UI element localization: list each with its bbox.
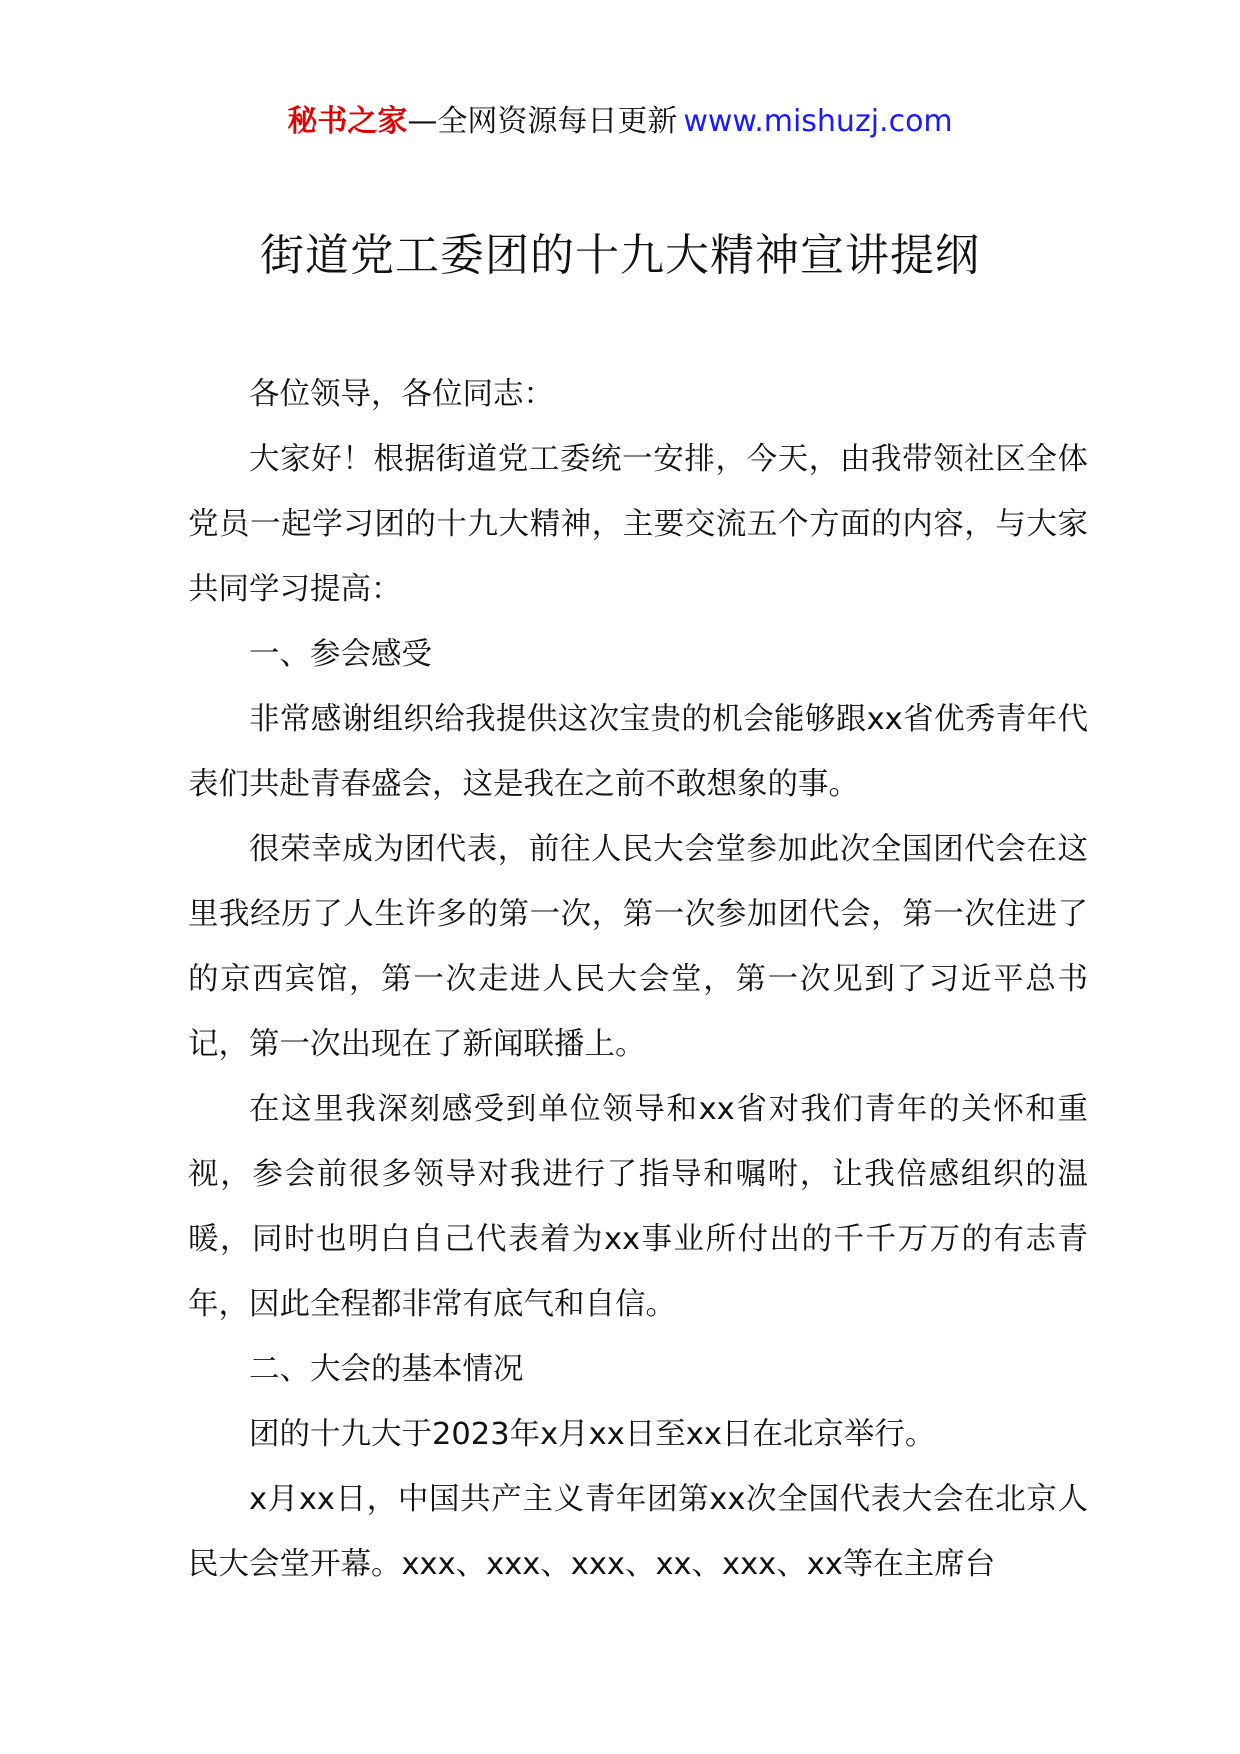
paragraph: x月xx日，中国共产主义青年团第xx次全国代表大会在北京人民大会堂开幕。xxx、xxx、xxx、xx、xxx、xx等在主席台 xyxy=(188,1482,1088,1582)
site-slogan: —全网资源每日更新 xyxy=(407,104,678,139)
paragraph: 团的十九大于2023年x月xx日至xx日在北京举行。 xyxy=(249,1417,936,1452)
site-url-link[interactable]: www.mishuzj.com xyxy=(683,104,953,139)
paragraph: 非常感谢组织给我提供这次宝贵的机会能够跟xx省优秀青年代表们共赴青春盛会，这是我在之前不敢想象的事。 xyxy=(188,702,1088,802)
paragraph-greeting: 各位领导，各位同志： xyxy=(249,377,554,412)
paragraph: 很荣幸成为团代表，前往人民大会堂参加此次全国团代会在这里我经历了人生许多的第一次，第一次参加团代会，第一次住进了的京西宾馆，第一次走进人民大会堂，第一次见到了习近平总书记，第一次出现在了新闻联播上。 xyxy=(188,832,1088,1062)
section-heading-2: 二、大会的基本情况 xyxy=(249,1352,524,1387)
paragraph-intro: 大家好！根据街道党工委统一安排，今天，由我带领社区全体党员一起学习团的十九大精神，主要交流五个方面的内容，与大家共同学习提高： xyxy=(188,442,1088,607)
section-heading-1: 一、参会感受 xyxy=(249,637,432,672)
paragraph: 在这里我深刻感受到单位领导和xx省对我们青年的关怀和重视，参会前很多领导对我进行了指导和嘱咐，让我倍感组织的温暖，同时也明白自己代表着为xx事业所付出的千千万万的有志青年，因此全程都非常有底气和自信。 xyxy=(188,1092,1088,1322)
brand-name: 秘书之家 xyxy=(287,104,408,139)
document-title: 街道党工委团的十九大精神宣讲提纲 xyxy=(260,230,980,281)
document-body xyxy=(188,362,1088,1597)
site-header xyxy=(0,100,1240,144)
